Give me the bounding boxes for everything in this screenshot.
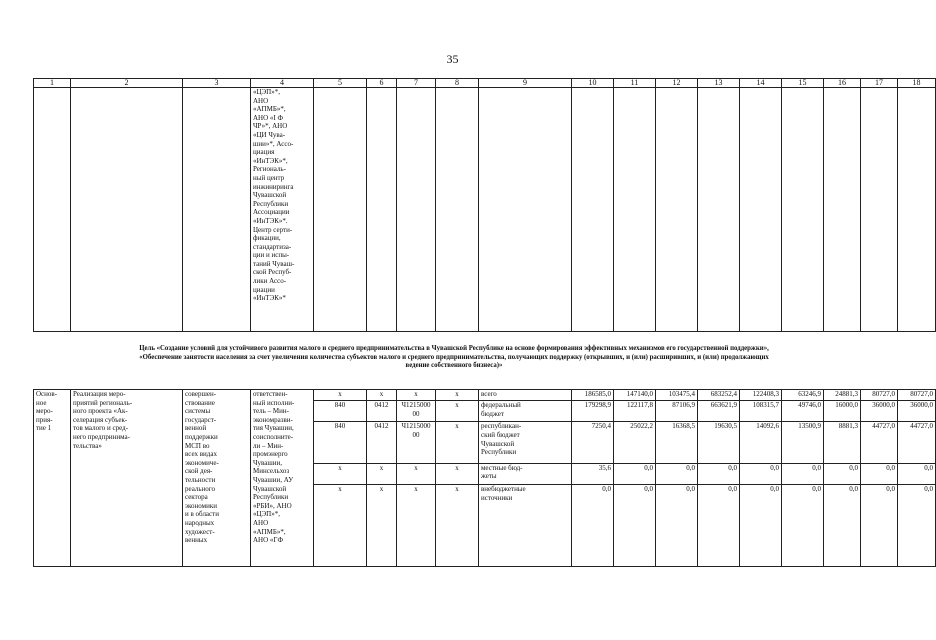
cell-empty (898, 88, 936, 332)
column-number: 13 (698, 79, 740, 88)
grbs-code: x (314, 463, 367, 484)
value-cell: 0,0 (698, 463, 740, 484)
column-number: 8 (436, 79, 479, 88)
cell-empty (614, 88, 656, 332)
value-cell: 0,0 (824, 485, 861, 567)
value-cell: 36000,0 (898, 401, 936, 422)
expense-type-code: x (436, 463, 479, 484)
grbs-code: x (314, 485, 367, 567)
cell-empty (71, 88, 183, 332)
column-number: 11 (614, 79, 656, 88)
target-article-code: x (397, 390, 436, 401)
section-code: x (367, 463, 397, 484)
cell-empty (397, 88, 436, 332)
target-article-code: Ч1215000 00 (397, 422, 436, 463)
value-cell: 186585,0 (572, 390, 614, 401)
cell-empty (698, 88, 740, 332)
value-cell: 36000,0 (861, 401, 898, 422)
finance-source: местные бюд- жеты (479, 463, 572, 484)
column-number-row (34, 79, 936, 88)
cell-empty (183, 88, 251, 332)
value-cell: 103475,4 (656, 390, 698, 401)
value-cell: 0,0 (572, 485, 614, 567)
event-finance-table (33, 389, 936, 567)
value-cell: 35,6 (572, 463, 614, 484)
value-cell: 87106,9 (656, 401, 698, 422)
event-task: совершен- ствование системы государст- венной поддержки МСП во всех видах экономиче- ской дея- тельности реального сектора экономики и в области народных художест- венных (183, 390, 251, 567)
value-cell: 63246,9 (782, 390, 824, 401)
cell-empty (367, 88, 397, 332)
value-cell: 7250,4 (572, 422, 614, 463)
column-number: 7 (397, 79, 436, 88)
column-number: 3 (183, 79, 251, 88)
event-title: Реализация меро- приятий региональ- ного проекта «Ак- селерация субъек- тов малого и сред- него предпринима- тельства» (71, 390, 183, 567)
value-cell: 80727,0 (861, 390, 898, 401)
value-cell: 44727,0 (861, 422, 898, 463)
section-code: 0412 (367, 401, 397, 422)
value-cell: 0,0 (782, 485, 824, 567)
finance-source: федеральный бюджет (479, 401, 572, 422)
event-number: Основ- ное меро- прия- тие 1 (34, 390, 71, 567)
value-cell: 147140,0 (614, 390, 656, 401)
value-cell: 25022,2 (614, 422, 656, 463)
page-number: 35 (446, 52, 459, 66)
column-number: 1 (34, 79, 71, 88)
value-cell: 0,0 (782, 463, 824, 484)
value-cell: 0,0 (898, 463, 936, 484)
finance-source: внебюджетные источники (479, 485, 572, 567)
cell-empty (34, 88, 71, 332)
value-cell: 8881,3 (824, 422, 861, 463)
expense-type-code: x (436, 485, 479, 567)
value-cell: 0,0 (614, 485, 656, 567)
goal-heading (40, 345, 868, 371)
value-cell: 0,0 (656, 485, 698, 567)
value-cell: 663621,9 (698, 401, 740, 422)
value-cell: 0,0 (614, 463, 656, 484)
value-cell: 0,0 (861, 463, 898, 484)
value-cell: 122117,8 (614, 401, 656, 422)
value-cell: 0,0 (740, 485, 782, 567)
finance-row-total (34, 390, 936, 401)
grbs-code: 840 (314, 422, 367, 463)
continuation-table (33, 78, 936, 332)
section-code: x (367, 390, 397, 401)
column-number: 16 (824, 79, 861, 88)
goal-line: ведение собственного бизнеса)» (405, 362, 503, 370)
value-cell: 19630,5 (698, 422, 740, 463)
value-cell: 0,0 (898, 485, 936, 567)
cell-empty (314, 88, 367, 332)
column-number: 14 (740, 79, 782, 88)
value-cell: 108315,7 (740, 401, 782, 422)
expense-type-code: x (436, 401, 479, 422)
value-cell: 122408,3 (740, 390, 782, 401)
value-cell: 16000,0 (824, 401, 861, 422)
column-number: 10 (572, 79, 614, 88)
value-cell: 80727,0 (898, 390, 936, 401)
value-cell: 49746,0 (782, 401, 824, 422)
cell-empty (436, 88, 479, 332)
column-number: 17 (861, 79, 898, 88)
continuation-row (34, 88, 936, 332)
column-number: 6 (367, 79, 397, 88)
finance-source: республикан- ский бюджет Чувашской Республики (479, 422, 572, 463)
grbs-code: x (314, 390, 367, 401)
value-cell: 16368,5 (656, 422, 698, 463)
cell-empty (479, 88, 572, 332)
column-number: 5 (314, 79, 367, 88)
cell-empty (824, 88, 861, 332)
value-cell: 683252,4 (698, 390, 740, 401)
target-article-code: x (397, 485, 436, 567)
grbs-code: 840 (314, 401, 367, 422)
value-cell: 13500,9 (782, 422, 824, 463)
participants-continuation: «ЦЭП»*, АНО «АПМБ»*, АНО «I Ф ЧР»*, АНО «ЦИ Чува- шии»*, Ассо- циация «ИнТЭК»*, Региональ- ный центр инжиниринга Чувашской Республики Ассоциации «ИнТЭК»*. Центр серти- фикации, стандартиза- ции и испы- таний Чуваш- ской Респуб- лики Ассо- циации «ИнТЭК»* (251, 88, 314, 332)
value-cell: 0,0 (656, 463, 698, 484)
target-article-code: x (397, 463, 436, 484)
expense-type-code: x (436, 422, 479, 463)
column-number: 4 (251, 79, 314, 88)
expense-type-code: x (436, 390, 479, 401)
section-code: x (367, 485, 397, 567)
event-executors: ответствен- ный исполни- тель – Мин- экономразви- тия Чувашии, соисполните- ли – Мин- промэнерго Чувашии, Минсельхоз Чувашии, АУ Чувашской Республики «РБИ», АНО «ЦЭП»*, АНО «АПМБ»*, АНО «ГФ (251, 390, 314, 567)
cell-empty (740, 88, 782, 332)
cell-empty (782, 88, 824, 332)
value-cell: 24881,3 (824, 390, 861, 401)
column-number: 18 (898, 79, 936, 88)
goal-line: «Обеспечение занятости населения за счет увеличения количества субъектов малого и среднего предпринимательства, получающих поддержку (открывших, и (или) расширивших, и (или) продолжающих (139, 353, 769, 361)
cell-empty (572, 88, 614, 332)
column-number: 12 (656, 79, 698, 88)
goal-line: Цель «Создание условий для устойчивого развития малого и среднего предпринимательства в Чувашской Республике на основе формирования эффективных механизмов его государственной поддержки», (139, 345, 769, 352)
cell-empty (656, 88, 698, 332)
value-cell: 0,0 (698, 485, 740, 567)
column-number: 2 (71, 79, 183, 88)
value-cell: 0,0 (740, 463, 782, 484)
section-code: 0412 (367, 422, 397, 463)
value-cell: 0,0 (861, 485, 898, 567)
finance-source: всего (479, 390, 572, 401)
value-cell: 0,0 (824, 463, 861, 484)
value-cell: 14092,6 (740, 422, 782, 463)
value-cell: 179298,9 (572, 401, 614, 422)
value-cell: 44727,0 (898, 422, 936, 463)
cell-empty (861, 88, 898, 332)
column-number: 9 (479, 79, 572, 88)
column-number: 15 (782, 79, 824, 88)
target-article-code: Ч1215000 00 (397, 401, 436, 422)
